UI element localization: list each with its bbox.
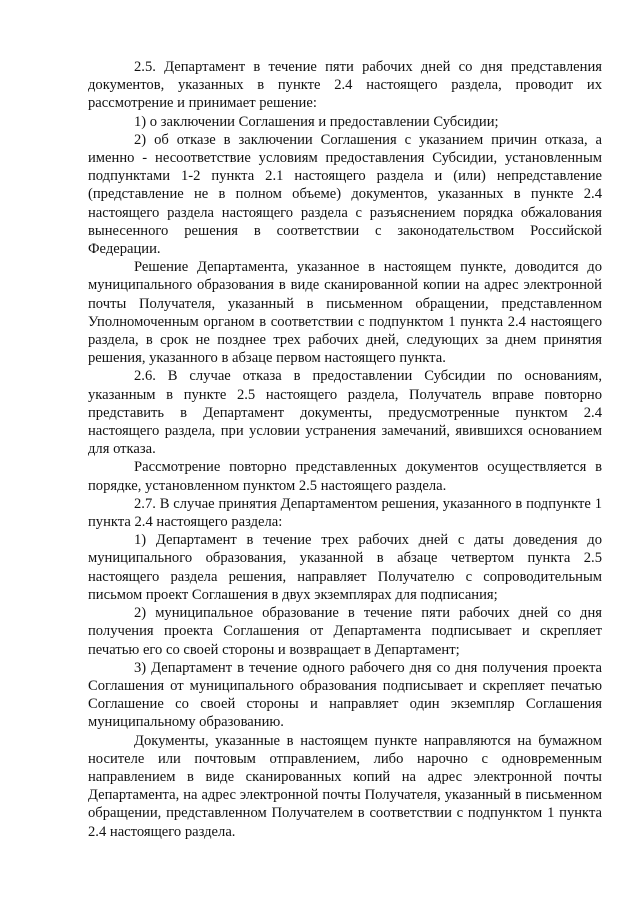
paragraph-2-7-item-1: 1) Департамент в течение трех рабочих дней с даты доведения до муниципального образования, указанной в абзаце четвертом пункта 2.5 настоящего раздела решения, направляет Получателю с сопроводительным письмом проект Соглашения в двух экземплярах для подписания;: [88, 532, 602, 603]
paragraph-2-5-item-1: 1) о заключении Соглашения и предоставлении Субсидии;: [134, 113, 499, 130]
paragraph-2-7-item-2: 2) муниципальное образование в течение пяти рабочих дней со дня получения проекта Соглашения от Департамента подписывает и скрепляет печатью его со своей стороны и возвращает в Департамент;: [88, 605, 602, 658]
paragraph-2-5: 2.5. Департамент в течение пяти рабочих дней со дня представления документов, указанных в пункте 2.4 настоящего раздела, проводит их рассмотрение и принимает решение:: [88, 59, 602, 112]
paragraph-2-6-review: Рассмотрение повторно представленных документов осуществляется в порядке, установленном пунктом 2.5 настоящего раздела.: [88, 459, 602, 494]
paragraph-2-6: 2.6. В случае отказа в предоставлении Субсидии по основаниям, указанным в пункте 2.5 настоящего раздела, Получатель вправе повторно представить в Департамент документы, предусмотренные пунктом 2.4 настоящего раздела, при условии устранения замечаний, явившихся основанием для отказа.: [88, 368, 602, 458]
paragraph-2-7-item-3: 3) Департамент в течение одного рабочего дня со дня получения проекта Соглашения от муниципального образования подписывает и скрепляет печатью Соглашение со своей стороны и направляет один экземпляр Соглашения муниципальному образованию.: [88, 659, 602, 731]
document-body: [88, 58, 602, 841]
paragraph-2-5-item-2: 2) об отказе в заключении Соглашения с указанием причин отказа, а именно - несоответствие условиям предоставления Субсидии, установленным подпунктами 1-2 пункта 2.1 настоящего раздела и (или) непредставление (представление не в полном объеме) документов, указанных в пункте 2.4 настоящего раздела настоящего раздела с разъяснением порядка обжалования вынесенного решения в соответствии с законодательством Российской Федерации.: [88, 131, 602, 258]
paragraph-2-7: 2.7. В случае принятия Департаментом решения, указанного в подпункте 1 пункта 2.4 настоящего раздела:: [88, 495, 602, 531]
paragraph-documents-delivery: Документы, указанные в настоящем пункте направляются на бумажном носителе или почтовым отправлением, либо нарочно с одновременным направлением в виде сканированных копий на адрес электронной почты Департамента, на адрес электронной почты Получателя, указанный в письменном обращении, представленном Получателем в соответствии с подпунктом 1 пункта 2.4 настоящего раздела.: [88, 732, 602, 840]
paragraph-2-5-decision-notice: Решение Департамента, указанное в настоящем пункте, доводится до муниципального образования в виде сканированной копии на адрес электронной почты Получателя, указанный в письменном обращении, представленном Уполномоченным органом в соответствии с подпунктом 1 пункта 2.4 настоящего раздела, в срок не позднее трех рабочих дней, следующих за днем принятия решения, указанного в абзаце первом настоящего пункта.: [88, 259, 602, 367]
